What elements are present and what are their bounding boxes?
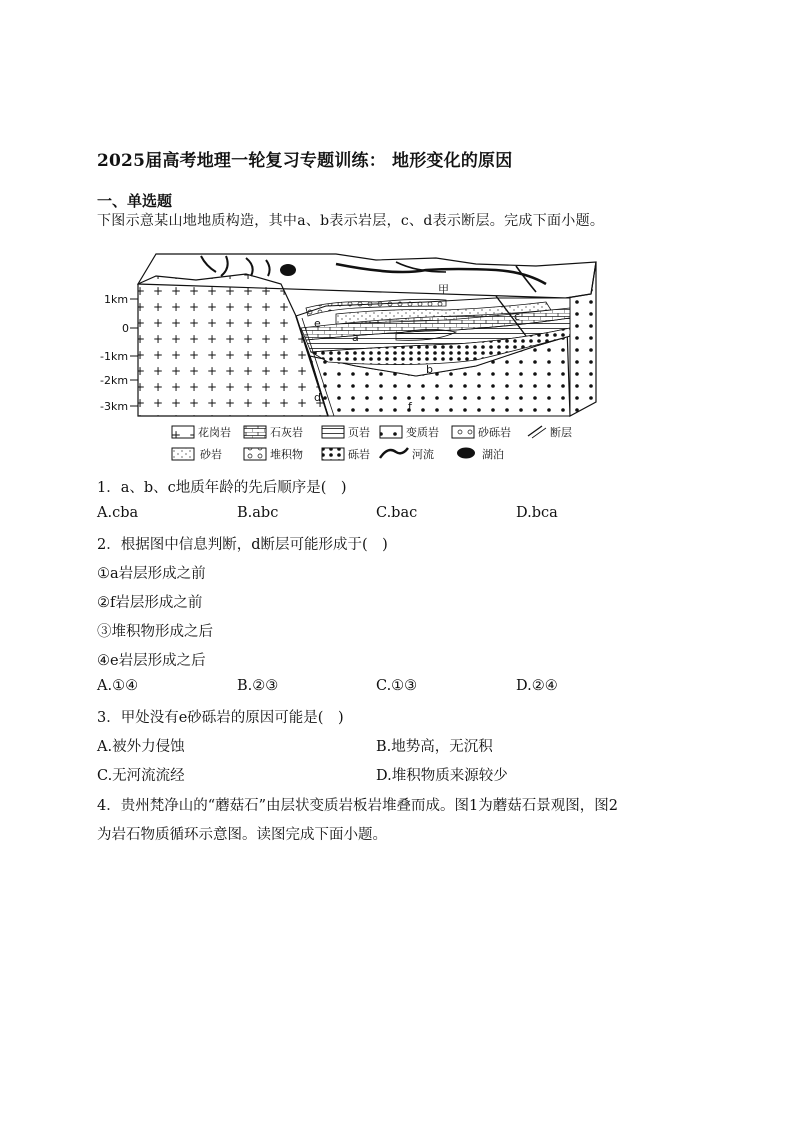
river-icon	[380, 448, 408, 458]
q2-statement-3: ③堆积物形成之后	[97, 624, 213, 640]
q2-option-b[interactable]: B.②③	[237, 678, 279, 694]
legend	[172, 425, 572, 461]
lake-icon	[457, 448, 475, 459]
label-a: a	[352, 331, 359, 344]
q3-option-a[interactable]: A.被外力侵蚀	[97, 739, 185, 755]
axis-label-1km: 1km	[104, 293, 129, 306]
q2-option-d[interactable]: D.②④	[516, 678, 558, 694]
q1-option-c[interactable]: C.bac	[376, 505, 418, 521]
axis-label-minus3km: -3km	[100, 400, 129, 413]
q3-option-d[interactable]: D.堆积物质来源较少	[376, 768, 508, 784]
label-d: d	[314, 391, 321, 404]
question-4-stem-line-1: 4．贵州梵净山的“蘑菇石”由层状变质岩板岩堆叠而成。图1为蘑菇石景观图，图2	[97, 798, 618, 814]
axis-label-minus1km: -1km	[100, 350, 129, 363]
intro-text: 下图示意某山地地质构造，其中a、b表示岩层，c、d表示断层。完成下面小题。	[97, 213, 605, 229]
legend-granite-swatch	[172, 426, 194, 438]
axis-label-0: 0	[122, 322, 129, 335]
section-heading: 一、单选题	[97, 192, 173, 210]
legend-gravel: 砂砾岩	[478, 426, 511, 439]
legend-shale: 页岩	[348, 426, 370, 439]
page-title: 2025届高考地理一轮复习专题训练： 地形变化的原因	[97, 151, 513, 171]
label-f: f	[408, 400, 412, 413]
q2-option-c[interactable]: C.①③	[376, 678, 418, 694]
legend-deposit-swatch	[244, 448, 266, 460]
label-jia: 甲	[438, 283, 449, 296]
q2-statement-1: ①a岩层形成之前	[97, 566, 206, 582]
question-1-stem: 1．a、b、c地质年龄的先后顺序是( )	[97, 480, 347, 496]
legend-limestone: 石灰岩	[270, 426, 303, 439]
label-c: c	[514, 310, 521, 323]
axis-label-minus2km: -2km	[100, 374, 129, 387]
q1-option-d[interactable]: D.bca	[516, 505, 558, 521]
label-e: e	[314, 317, 321, 330]
legend-lake: 湖泊	[482, 448, 504, 461]
legend-river: 河流	[412, 448, 434, 461]
legend-metamorphic: 变质岩	[406, 426, 439, 439]
q1-option-a[interactable]: A.cba	[97, 505, 139, 521]
legend-deposit: 堆积物	[270, 448, 303, 461]
q3-option-c[interactable]: C.无河流流经	[97, 768, 185, 784]
legend-granite: 花岗岩	[198, 426, 231, 439]
label-b: b	[426, 363, 433, 376]
q2-option-a[interactable]: A.①④	[97, 678, 139, 694]
q3-option-b[interactable]: B.地势高，无沉积	[376, 739, 493, 755]
lake-shape	[280, 264, 296, 276]
question-2-stem: 2．根据图中信息判断，d断层可能形成于( )	[97, 537, 388, 553]
q2-statement-2: ②f岩层形成之前	[97, 595, 203, 611]
question-3-stem: 3．甲处没有e砂砾岩的原因可能是( )	[97, 710, 344, 726]
question-4-stem-line-2: 为岩石物质循环示意图。读图完成下面小题。	[97, 827, 387, 843]
legend-gravel-swatch	[452, 426, 474, 438]
fault-icon	[528, 426, 542, 436]
legend-fault: 断层	[550, 426, 572, 439]
legend-limestone-swatch	[244, 426, 266, 438]
legend-sandstone: 砂岩	[200, 448, 222, 461]
granite-mass	[138, 274, 328, 416]
legend-metamorphic-swatch	[380, 426, 402, 438]
legend-conglomerate-swatch	[322, 448, 344, 460]
geology-cross-section-figure	[96, 236, 626, 476]
legend-shale-swatch	[322, 426, 344, 438]
q1-option-b[interactable]: B.abc	[237, 505, 279, 521]
legend-sandstone-swatch	[172, 448, 194, 460]
legend-conglomerate: 砾岩	[348, 448, 370, 461]
q2-statement-4: ④e岩层形成之后	[97, 653, 206, 669]
